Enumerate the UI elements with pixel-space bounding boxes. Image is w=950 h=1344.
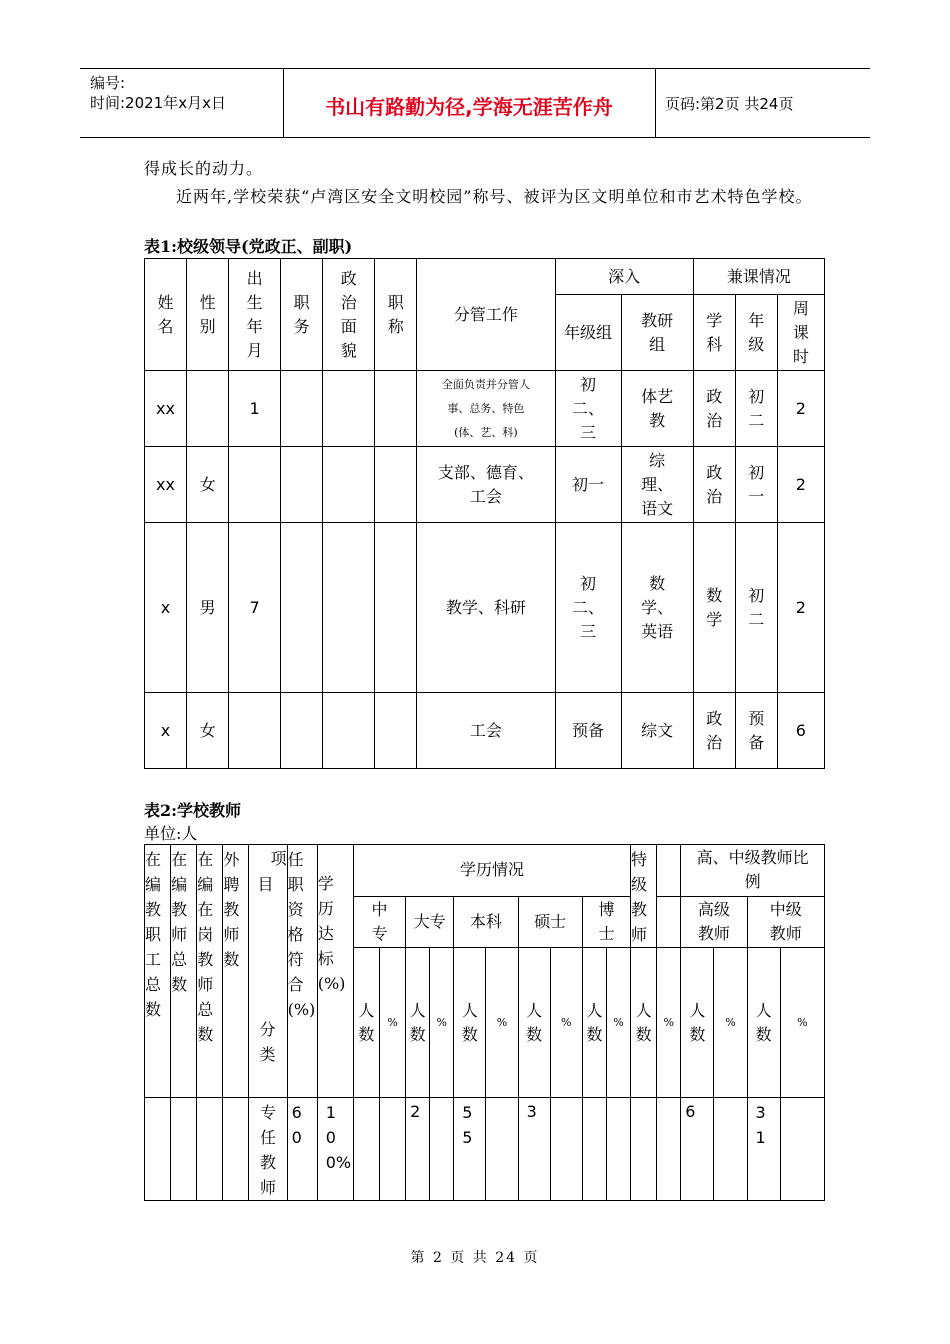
th-edu-rate: 学历达标(%) [317,874,346,993]
th-duty: 职务 [293,292,310,336]
th-grade: 年级 [748,310,765,354]
th-research-group: 教研组 [641,310,674,354]
th-subject: 学科 [706,310,723,354]
th-birth: 出生年月 [246,268,263,360]
th-hours: 周课时 [792,298,809,366]
th-middle: 中级教师 [769,899,802,943]
doc-time: 时间:2021年x月x日 [90,94,226,112]
th-gender: 性别 [199,292,216,336]
th-external-teachers: 外聘教师数 [223,850,240,969]
table-row: xx 1 全面负责并分管人事、总务、特色(体、艺、科) 初二、三 体艺教 政治 初二 2 [145,371,825,447]
table2-caption: 表2:学校教师 [144,801,242,820]
th-total-staff: 在编教职工总数 [145,850,162,1019]
th-qualification: 任职资格符合(%) [287,850,316,1019]
paragraph-1: 得成长的动力。 [144,159,264,178]
th-deep: 深入 [555,259,693,295]
th-ss: 硕士 [518,896,582,948]
table-row: x 女 工会 预备 综文 政治 预备 6 [145,693,825,769]
table-row: x 男 7 教学、科研 初二、三 数学、英语 数学 初二 2 [145,523,825,693]
th-grade-group: 年级组 [564,322,613,342]
header-meta [90,73,280,113]
header-motto: 书山有路勤为径,学海无涯苦作舟 [325,95,613,119]
page-footer: 第 2 页 共 24 页 [410,1250,540,1266]
th-politics: 政治面貌 [340,268,357,360]
th-bs: 博士 [598,899,615,943]
th-senior: 高级教师 [697,899,730,943]
th-teach: 兼课情况 [693,259,824,295]
th-dz: 大专 [406,896,454,948]
teachers-table [144,844,825,1201]
table1-caption: 表1:校级领导(党政正、副职) [144,237,353,256]
th-special-teacher: 特级教师 [631,850,648,944]
table-row: 专任教师 60 100% 2 55 3 6 31 [145,1098,825,1201]
th-zz: 中专 [371,899,388,943]
th-onpost-teachers: 在编在岗教师总数 [197,850,214,1044]
leaders-table [144,258,825,769]
th-item-category: 项 目 分类 [249,845,287,1098]
th-count-row: 人数 % 人数 % 人数 % 人数 % 人数 % 人数 % 人数 % 人数 % [145,948,825,1098]
paragraph-2: 近两年,学校荣获“卢湾区安全文明校园”称号、被评为区文明单位和市艺术特色学校。 [176,187,813,206]
th-total-teachers: 在编教师总数 [171,850,188,994]
page-header [80,68,870,138]
th-name: 姓名 [157,292,174,336]
table-row: xx 女 支部、德育、工会 初一 综理、语文 政治 初一 2 [145,447,825,523]
th-bk: 本科 [454,896,518,948]
header-page-number: 页码:第2页 共24页 [665,95,794,113]
th-education: 学历情况 [353,845,630,897]
th-ratio: 高、中级教师比例 [681,845,825,897]
doc-number: 编号: [90,74,126,92]
th-work: 分管工作 [417,259,555,371]
th-title: 职称 [387,292,404,336]
table2-unit: 单位:人 [144,824,198,843]
